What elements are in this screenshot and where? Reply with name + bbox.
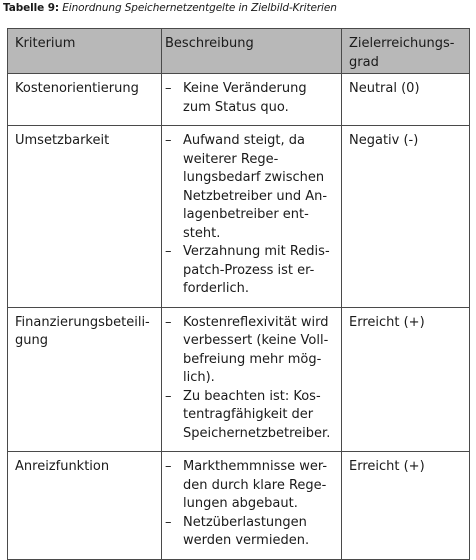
list-item (165, 80, 335, 117)
cell-kriterium: Umsetzbarkeit (8, 126, 162, 308)
bullet-dash: – (165, 459, 172, 474)
list-item-text: Verzahnung mit Redis- patch-Prozess ist er- forderlich. (183, 244, 330, 296)
caption-label: Tabelle 9: (3, 2, 60, 14)
list-item (165, 243, 335, 299)
caption-title: Einordnung Speichernetzentgelte in Zielbild-Kriterien (62, 2, 337, 14)
cell-beschreibung (162, 452, 342, 560)
table-row (8, 452, 470, 560)
list-item (165, 132, 335, 243)
beschreibung-list (165, 80, 335, 117)
beschreibung-list (165, 314, 335, 444)
cell-beschreibung (162, 74, 342, 126)
beschreibung-list (165, 458, 335, 551)
list-item-text: Zu beachten ist: Kos- tentragfähigkeit der Speichernetzbetreiber. (183, 388, 331, 441)
cell-beschreibung (162, 307, 342, 452)
cell-kriterium: Kostenorientierung (8, 74, 162, 126)
table-row (8, 74, 470, 126)
header-beschreibung: Beschreibung (162, 29, 342, 74)
header-zielerreichungsgrad: Zielerreichungs- grad (342, 29, 470, 74)
cell-kriterium: Finanzierungsbeteili- gung (8, 307, 162, 452)
list-item-text: Keine Veränderung zum Status quo. (183, 81, 307, 115)
cell-beschreibung (162, 126, 342, 308)
list-item (165, 458, 335, 514)
header-kriterium: Kriterium (8, 29, 162, 74)
list-item (165, 388, 335, 444)
table-caption (3, 2, 337, 14)
list-item-text: Markthemmnisse wer- den durch klare Rege- lungen abgebaut. (183, 459, 328, 511)
list-item (165, 514, 335, 551)
bullet-dash: – (165, 244, 172, 259)
cell-zielerreichungsgrad: Erreicht (+) (342, 452, 470, 560)
bullet-dash: – (165, 514, 172, 530)
beschreibung-list (165, 132, 335, 299)
list-item-text: Aufwand steigt, da weiterer Rege- lungsbedarf zwischen Netzbetreiber und An- lagenbetreiber ent- steht. (183, 133, 328, 241)
bullet-dash: – (165, 81, 172, 96)
table-row (8, 307, 470, 452)
list-item-text: Netzüberlastungen werden vermieden. (183, 514, 310, 548)
list-item (165, 314, 335, 388)
cell-zielerreichungsgrad: Neutral (0) (342, 74, 470, 126)
table-header-row (8, 29, 470, 74)
bullet-dash: – (165, 133, 172, 148)
criteria-table (7, 28, 470, 560)
cell-kriterium: Anreizfunktion (8, 452, 162, 560)
table-row (8, 126, 470, 308)
bullet-dash: – (165, 314, 172, 330)
cell-zielerreichungsgrad: Negativ (-) (342, 126, 470, 308)
bullet-dash: – (165, 388, 172, 404)
list-item-text: Kostenreflexivität wird verbessert (keine Voll- befreiung mehr mög- lich). (183, 314, 329, 385)
cell-zielerreichungsgrad: Erreicht (+) (342, 307, 470, 452)
